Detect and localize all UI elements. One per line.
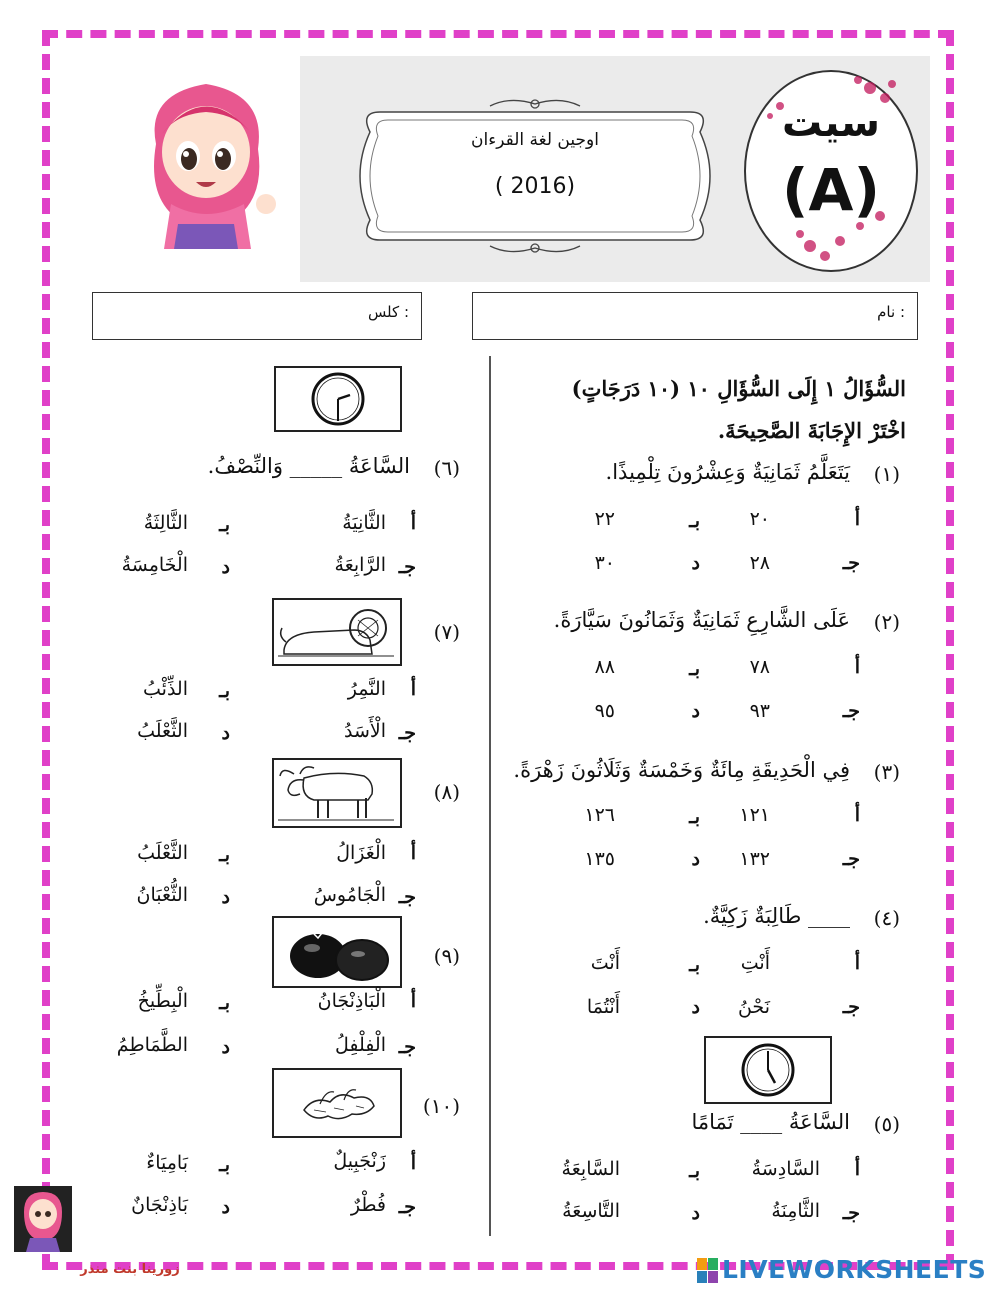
option-d[interactable]: الْخَامِسَةُ: [121, 554, 188, 576]
option-letter-b: بـ: [219, 514, 230, 536]
liveworksheets-logo-icon: [697, 1258, 719, 1288]
name-field[interactable]: [472, 292, 918, 340]
option-letter-c: جـ: [842, 1202, 860, 1224]
option-c[interactable]: الثَّامِنَةُ: [771, 1200, 820, 1222]
option-letter-c: جـ: [842, 996, 860, 1018]
option-c[interactable]: نَحْنُ: [737, 996, 770, 1018]
option-letter-d: د: [221, 886, 230, 908]
option-b[interactable]: أَنْتَ: [590, 952, 620, 974]
option-a[interactable]: الْغَزَالُ: [336, 842, 386, 864]
set-badge: [740, 66, 922, 276]
question-stem: السَّاعَةُ _____ وَالنِّصْفُ.: [207, 454, 410, 478]
question-number: (٨): [433, 780, 460, 804]
option-letter-d: د: [221, 1036, 230, 1058]
option-letter-b: بـ: [219, 1154, 230, 1176]
option-a[interactable]: زَنْجَبِيلٌ: [333, 1150, 386, 1172]
set-code: (A): [782, 156, 880, 224]
option-a[interactable]: أَنْتِ: [740, 952, 770, 974]
option-b[interactable]: الذِّئْبُ: [143, 678, 188, 700]
question-stem: ____ طَالِبَةٌ زَكِيَّةٌ.: [703, 904, 850, 928]
option-a[interactable]: الثَّانِيَةُ: [342, 512, 386, 534]
option-b[interactable]: الْبِطِّيخُ: [137, 990, 188, 1012]
option-d[interactable]: بَاذِنْجَانٌ: [131, 1194, 188, 1216]
clock-picture-q6: [274, 366, 402, 432]
option-c[interactable]: فُطْرٌ: [350, 1194, 386, 1216]
option-b[interactable]: الثَّالِثَةُ: [143, 512, 188, 534]
option-letter-c: جـ: [398, 722, 416, 744]
option-letter-b: بـ: [689, 954, 700, 976]
question-number: (٤): [873, 906, 900, 930]
option-letter-a: أ: [854, 804, 860, 826]
option-b[interactable]: السَّابِعَةُ: [561, 1158, 620, 1180]
option-letter-c: جـ: [398, 1036, 416, 1058]
option-d[interactable]: ١٣٥: [584, 848, 615, 870]
option-letter-c: جـ: [842, 700, 860, 722]
option-d[interactable]: ٩٥: [594, 700, 615, 722]
option-a[interactable]: النَّمِرُ: [347, 678, 386, 700]
question-number: (١): [873, 462, 900, 486]
option-c[interactable]: الْجَامُوسُ: [313, 884, 386, 906]
option-letter-a: أ: [854, 1158, 860, 1180]
set-label: سيت: [781, 100, 880, 146]
column-divider: [489, 356, 491, 1236]
author-signature: زورينا بنت منذر: [80, 1262, 180, 1277]
clock-picture-q5: [704, 1036, 832, 1104]
option-letter-b: بـ: [219, 844, 230, 866]
question-number: (١٠): [422, 1094, 460, 1118]
option-letter-c: جـ: [842, 848, 860, 870]
option-letter-a: أ: [410, 842, 416, 864]
option-c[interactable]: ٩٣: [749, 700, 770, 722]
option-c[interactable]: الرَّابِعَةُ: [334, 554, 386, 576]
option-letter-a: أ: [854, 508, 860, 530]
option-d[interactable]: ٣٠: [594, 552, 615, 574]
instructions-heading: السُّؤَالُ ١ إِلَى السُّؤَالِ ١٠ (١٠ دَرَجَاتٍ): [571, 376, 906, 401]
option-a[interactable]: ٢٠: [749, 508, 770, 530]
option-a[interactable]: السَّادِسَةُ: [751, 1158, 820, 1180]
question-number: (٢): [873, 610, 900, 634]
option-b[interactable]: الثَّعْلَبُ: [137, 842, 188, 864]
option-b[interactable]: بَامِيَاءٌ: [146, 1152, 188, 1174]
option-c[interactable]: ٢٨: [749, 552, 770, 574]
option-c[interactable]: ١٣٢: [739, 848, 770, 870]
question-number: (٩): [433, 944, 460, 968]
option-b[interactable]: ١٢٦: [584, 804, 615, 826]
option-letter-d: د: [691, 700, 700, 722]
brand-name[interactable]: LIVEWORKSHEETS: [722, 1255, 987, 1284]
option-letter-a: أ: [854, 656, 860, 678]
option-a[interactable]: الْبَاذِنْجَانُ: [317, 990, 386, 1012]
question-number: (٦): [433, 456, 460, 480]
name-label: نام :: [877, 303, 905, 321]
option-letter-a: أ: [410, 678, 416, 700]
class-field[interactable]: [92, 292, 422, 340]
option-letter-d: د: [221, 556, 230, 578]
option-d[interactable]: الثَّعْلَبُ: [137, 720, 188, 742]
ginger-picture: [272, 1068, 402, 1138]
title-card: [350, 92, 720, 260]
option-letter-c: جـ: [398, 1196, 416, 1218]
option-a[interactable]: ٧٨: [749, 656, 770, 678]
option-letter-c: جـ: [398, 886, 416, 908]
option-letter-c: جـ: [398, 556, 416, 578]
option-b[interactable]: ٢٢: [594, 508, 615, 530]
option-d[interactable]: أَنْتُمَا: [586, 996, 620, 1018]
option-letter-b: بـ: [689, 510, 700, 532]
option-letter-a: أ: [854, 952, 860, 974]
option-letter-a: أ: [410, 512, 416, 534]
option-a[interactable]: ١٢١: [739, 804, 770, 826]
author-avatar: [14, 1186, 72, 1256]
option-letter-d: د: [691, 848, 700, 870]
option-letter-d: د: [691, 552, 700, 574]
lion-picture: [272, 598, 402, 666]
question-stem: فِي الْحَدِيقَةِ مِائَةٌ وَخَمْسَةٌ وَثَلَاثُونَ زَهْرَةً.: [513, 758, 850, 782]
option-letter-c: جـ: [842, 552, 860, 574]
option-c[interactable]: الْفِلْفِلُ: [335, 1034, 386, 1056]
option-letter-d: د: [221, 1196, 230, 1218]
question-stem: عَلَى الشَّارِعِ ثَمَانِيَةٌ وَثَمَانُونَ سَيَّارَةً.: [553, 608, 850, 632]
option-letter-d: د: [221, 722, 230, 744]
option-letter-b: بـ: [689, 806, 700, 828]
option-letter-d: د: [691, 1202, 700, 1224]
option-letter-a: أ: [410, 990, 416, 1012]
girl-mascot-image: [126, 74, 286, 258]
option-d[interactable]: الطَّمَاطِمُ: [116, 1034, 188, 1056]
option-letter-b: بـ: [689, 1160, 700, 1182]
option-letter-a: أ: [410, 1152, 416, 1174]
question-number: (٧): [433, 620, 460, 644]
tomato-picture: [272, 916, 402, 988]
option-d[interactable]: التَّاسِعَةُ: [562, 1200, 620, 1222]
question-stem: السَّاعَةُ ____ تَمَامًا: [691, 1110, 850, 1134]
option-letter-d: د: [691, 996, 700, 1018]
question-number: (٣): [873, 760, 900, 784]
option-b[interactable]: ٨٨: [594, 656, 615, 678]
buffalo-picture: [272, 758, 402, 828]
option-c[interactable]: الْأَسَدُ: [343, 720, 386, 742]
question-number: (٥): [873, 1112, 900, 1136]
option-letter-b: بـ: [689, 658, 700, 680]
instructions-subheading: اخْتَرْ الإِجَابَةَ الصَّحِيحَةَ.: [717, 418, 906, 443]
worksheet-year: ( 2016): [494, 174, 576, 199]
option-letter-b: بـ: [219, 680, 230, 702]
option-letter-b: بـ: [219, 992, 230, 1014]
question-stem: يَتَعَلَّمُ ثَمَانِيَةٌ وَعِشْرُونَ تِلْمِيذًا.: [605, 460, 850, 484]
class-label: كلس :: [367, 303, 409, 321]
worksheet-title: اوجين لغة القرءان: [471, 130, 599, 150]
option-d[interactable]: الثُّعْبَانُ: [136, 884, 188, 906]
